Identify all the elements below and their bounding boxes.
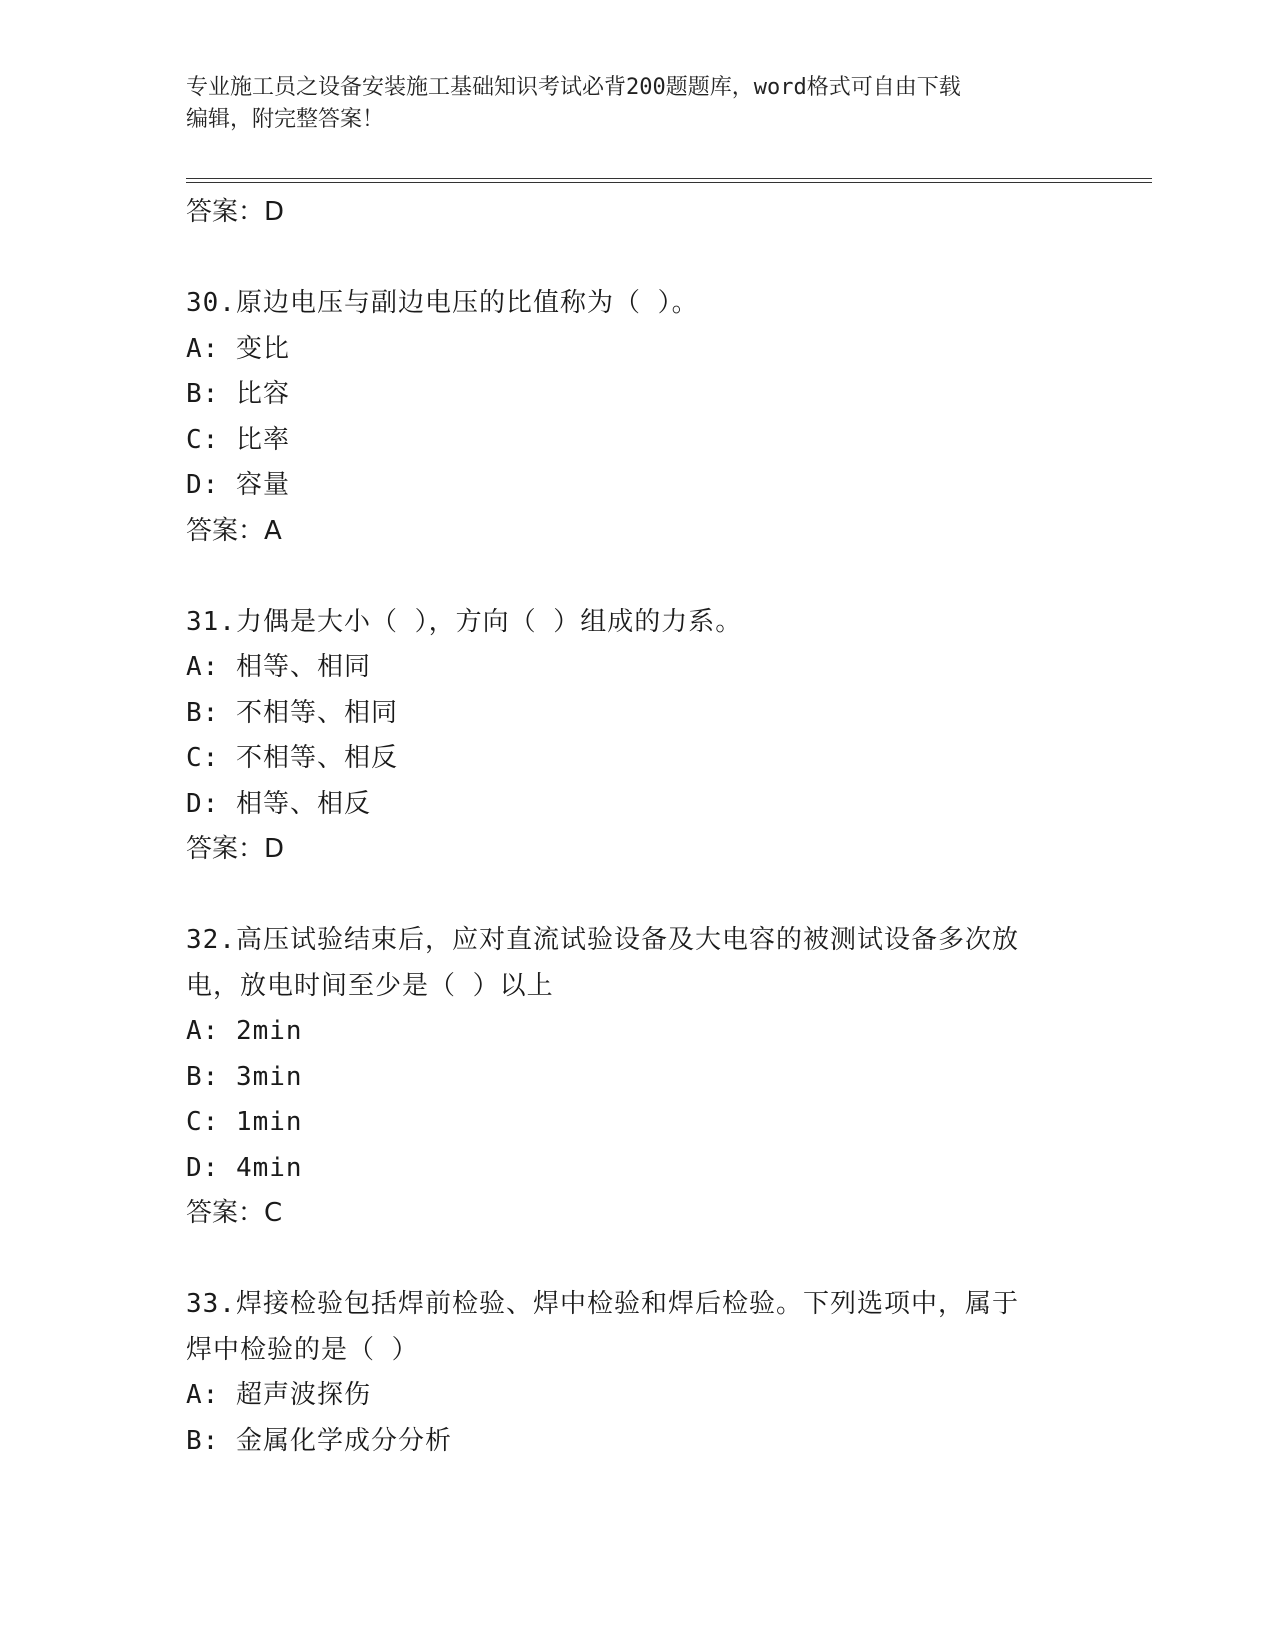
answer: 答案：D xyxy=(186,834,285,864)
option-a: A: 超声波探伤 xyxy=(186,1380,371,1410)
question-text-line-1: 33.焊接检验包括焊前检验、焊中检验和焊后检验。下列选项中，属于 xyxy=(186,1289,1019,1319)
question-33 xyxy=(186,1282,1086,1464)
header-divider-bottom xyxy=(186,182,1152,183)
header-line-1: 专业施工员之设备安装施工基础知识考试必背200题题库，word格式可自由下载 xyxy=(186,75,961,100)
spacer xyxy=(186,554,1086,600)
question-32 xyxy=(186,918,1086,1237)
header-divider-top xyxy=(186,178,1152,179)
option-c: C: 比率 xyxy=(186,424,290,455)
question-31 xyxy=(186,600,1086,873)
question-text-line-1: 32.高压试验结束后，应对直流试验设备及大电容的被测试设备多次放 xyxy=(186,925,1019,955)
option-b: B: 比容 xyxy=(186,379,290,409)
previous-answer: 答案：D xyxy=(186,197,285,227)
option-b: B: 不相等、相同 xyxy=(186,697,398,728)
option-c: C: 1min xyxy=(186,1107,303,1137)
spacer xyxy=(186,873,1086,919)
option-d: D: 4min xyxy=(186,1152,303,1183)
page-header xyxy=(186,72,1086,136)
question-text: 30.原边电压与副边电压的比值称为（ ）。 xyxy=(186,288,699,318)
question-text-line-2: 焊中检验的是（ ） xyxy=(186,1334,419,1365)
spacer xyxy=(186,236,1086,282)
question-text-line-2: 电，放电时间至少是（ ）以上 xyxy=(186,970,554,1001)
option-d: D: 相等、相反 xyxy=(186,788,371,819)
spacer xyxy=(186,1237,1086,1283)
option-b: B: 3min xyxy=(186,1061,303,1092)
option-a: A: 相等、相同 xyxy=(186,652,371,682)
question-list xyxy=(186,190,1086,1464)
option-a: A: 变比 xyxy=(186,333,290,364)
option-a: A: 2min xyxy=(186,1016,303,1046)
option-b: B: 金属化学成分分析 xyxy=(186,1425,452,1456)
question-30 xyxy=(186,281,1086,554)
answer: 答案：C xyxy=(186,1198,283,1228)
answer: 答案：A xyxy=(186,515,282,546)
question-text: 31.力偶是大小（ ），方向（ ）组成的力系。 xyxy=(186,606,743,637)
option-c: C: 不相等、相反 xyxy=(186,743,398,773)
option-d: D: 容量 xyxy=(186,470,290,500)
header-line-2: 编辑，附完整答案！ xyxy=(186,107,385,132)
